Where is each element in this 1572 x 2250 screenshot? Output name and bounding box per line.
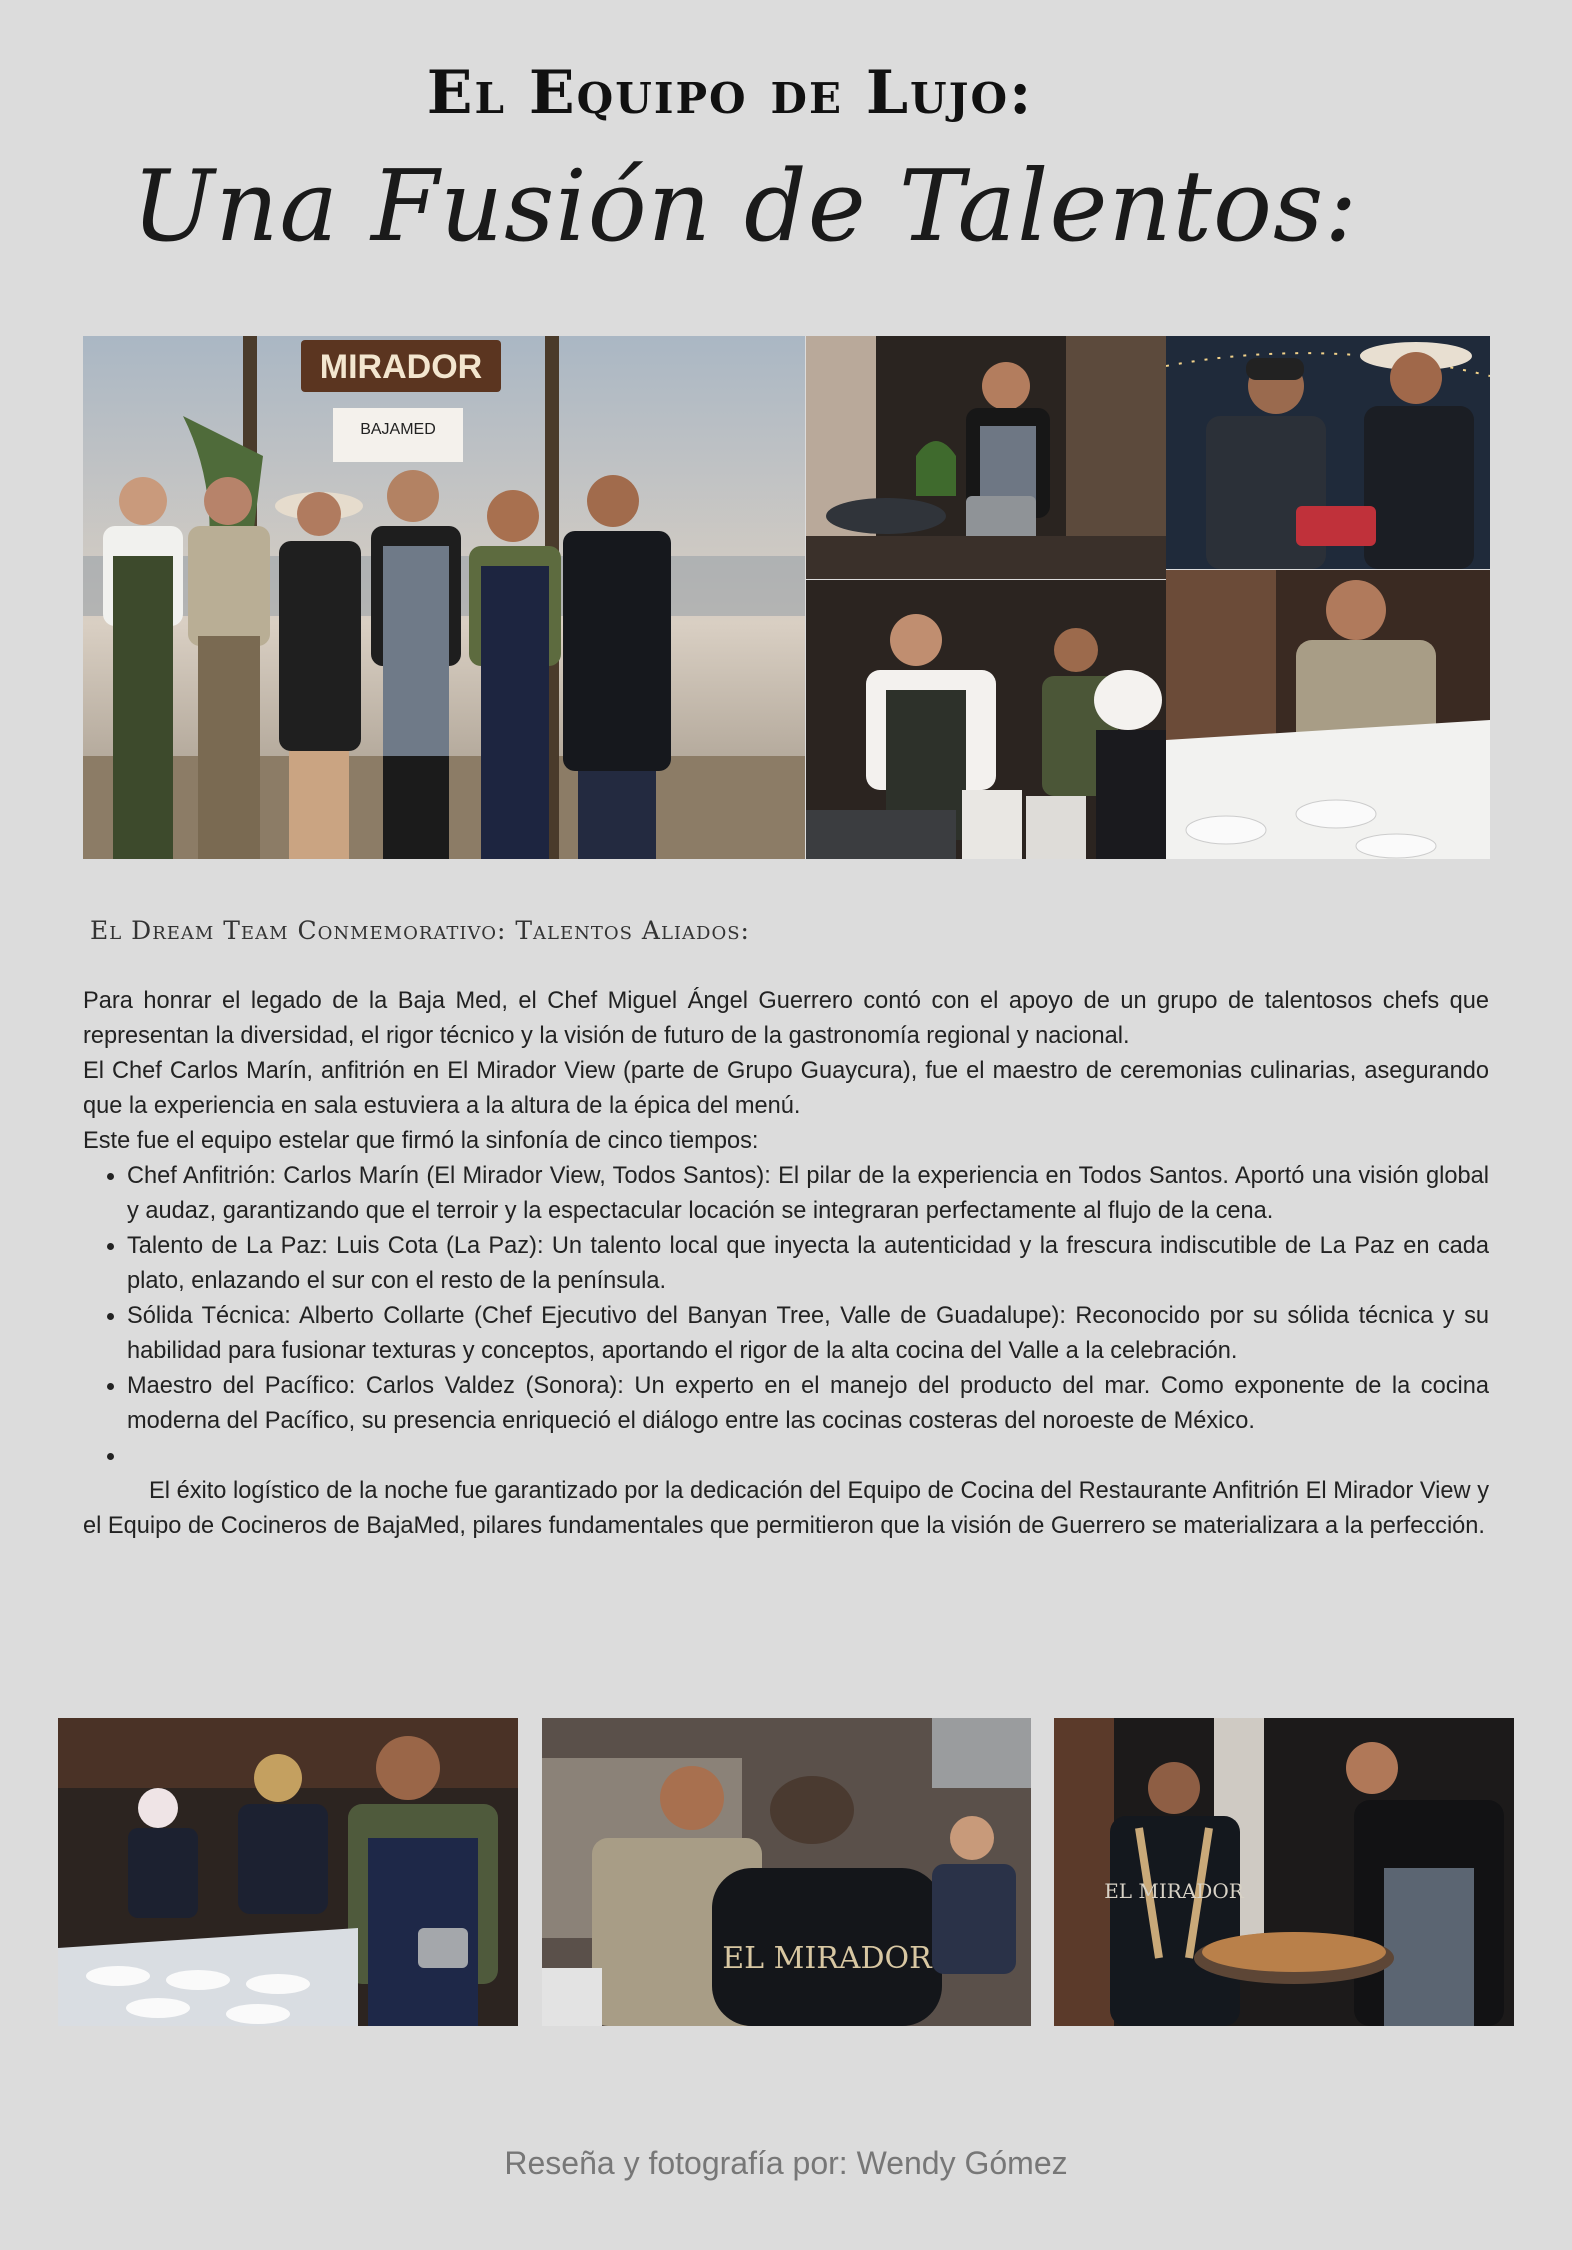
article-body: [83, 984, 1489, 1544]
intro-paragraph: El Chef Carlos Marín, anfitrión en El Mirador View (parte de Grupo Guaycura), fue el maestro de ceremonias culinarias, asegurando que la experiencia en sala estuviera a la altura de la épica del menú.: [83, 1058, 1489, 1119]
chef-white-jacket-photo: [806, 580, 1166, 859]
team-list: [83, 1159, 1489, 1474]
list-item: [127, 1439, 1489, 1474]
chef-plating-table-photo: [1166, 570, 1490, 859]
team-group-photo: [83, 336, 805, 859]
paella-cooking-photo: [1054, 1718, 1514, 2026]
closing-paragraph: El éxito logístico de la noche fue garantizado por la dedicación del Equipo de Cocina del Restaurante Anfitrión El Mirador View y el Equipo de Cocineros de BajaMed, pilares fundamentales que permitieron que la visión de Guerrero se materializara a la perfección.: [83, 1478, 1489, 1539]
shirt-logo-text: EL MIRADOR: [1104, 1879, 1244, 1903]
shirt-logo-text: EL MIRADOR: [722, 1941, 932, 1976]
photo-credit: Reseña y fotografía por: Wendy Gómez: [504, 2145, 1068, 2181]
list-item: • Maestro del Pacífico: Carlos Valdez (Sonora): Un experto en el manejo del producto del mar. Como exponente de la cocina moderna del Pacífico, su presencia enriqueció el diálogo entre las cocinas costeras del noroeste de México.: [127, 1369, 1489, 1439]
el-mirador-staff-photo: [542, 1718, 1031, 2026]
mirador-sign: MIRADOR: [319, 348, 483, 386]
section-heading: El Dream Team Conmemorativo: Talentos Aliados:: [90, 916, 750, 945]
page-title: El Equipo de Lujo:: [426, 58, 1034, 128]
intro-paragraph: Para honrar el legado de la Baja Med, el Chef Miguel Ángel Guerrero contó con el apoyo de un grupo de talentosos chefs que representan la diversidad, el rigor técnico y la visión de futuro de la gastronomía regional y nacional.: [83, 988, 1489, 1049]
intro-paragraph: Este fue el equipo estelar que firmó la sinfonía de cinco tiempos:: [83, 1128, 759, 1154]
bajamed-sign: BAJAMED: [360, 421, 436, 438]
list-item: • Chef Anfitrión: Carlos Marín (El Mirador View, Todos Santos): El pilar de la experiencia en Todos Santos. Aportó una visión global y audaz, garantizando que el terroir y la espectacular locación se integraran perfectamente al flujo de la cena.: [127, 1159, 1489, 1229]
chef-at-stove-photo: [806, 336, 1166, 579]
kitchen-plating-photo: [58, 1718, 518, 2026]
chefs-plating-outdoor-photo: [1166, 336, 1490, 569]
list-item: • Sólida Técnica: Alberto Collarte (Chef Ejecutivo del Banyan Tree, Valle de Guadalupe): Reconocido por su sólida técnica y su habilidad para fusionar texturas y conceptos, aportando el rigor de la alta cocina del Valle a la celebración.: [127, 1299, 1489, 1369]
page-subtitle: Una Fusión de Talentos:: [131, 150, 1359, 264]
list-item: • Talento de La Paz: Luis Cota (La Paz): Un talento local que inyecta la autenticidad y la frescura indiscutible de La Paz en cada plato, enlazando el sur con el resto de la península.: [127, 1229, 1489, 1299]
